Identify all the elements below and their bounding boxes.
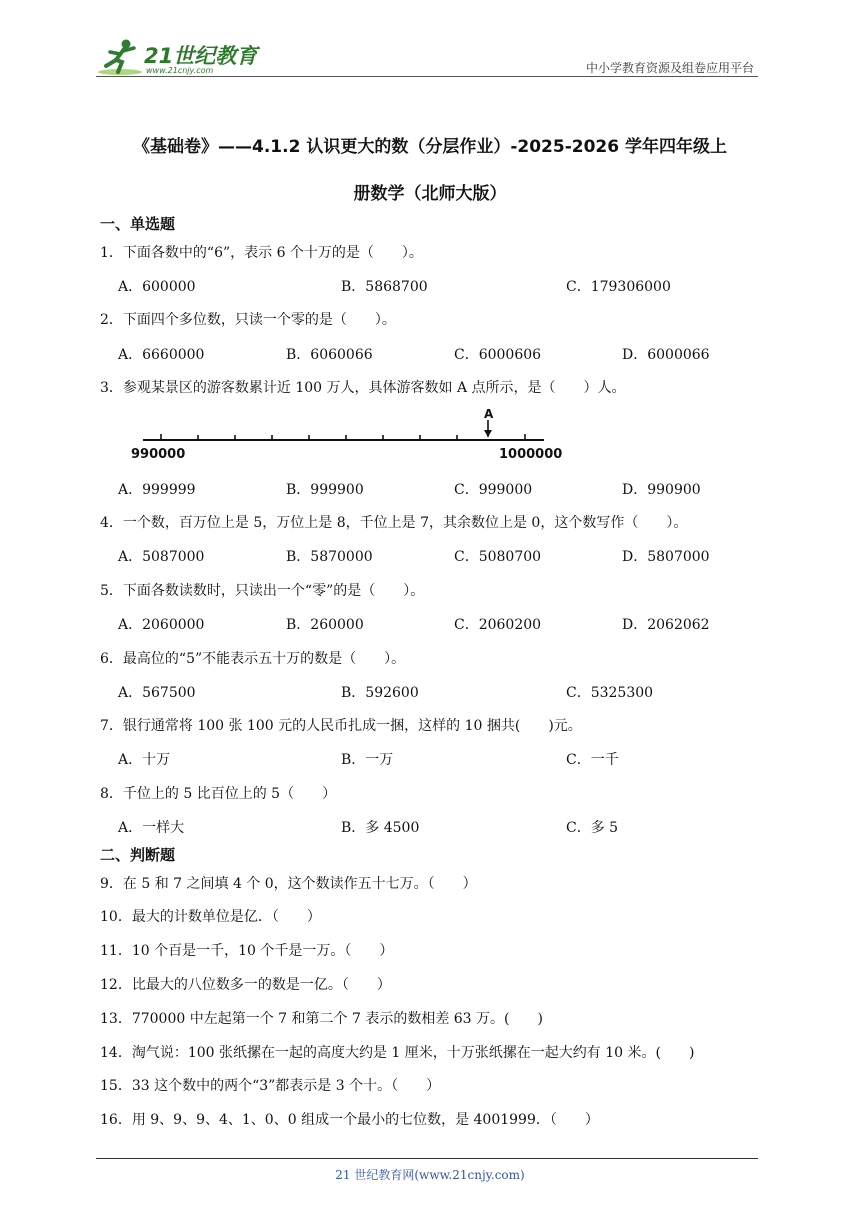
option-c[interactable]: C．5325300 [566,685,654,701]
judge-question: 15．33 这个数中的两个“3”都表示是 3 个十。（ ） [100,1078,441,1094]
option-d[interactable]: D．5807000 [622,549,710,565]
option-b[interactable]: B．5870000 [286,549,373,565]
question-text: 4．一个数，百万位上是 5，万位上是 8，千位上是 7，其余数位上是 0，这个数写作（ ）。 [100,515,688,531]
judge-question: 9．在 5 和 7 之间填 4 个 0，这个数读作五十七万。（ ） [100,876,477,892]
question-text: 3．参观某景区的游客数累计近 100 万人，具体游客数如 A 点所示，是（ ）人。 [100,380,626,396]
judge-question: 12．比最大的八位数多一的数是一亿。（ ） [100,977,391,993]
option-b[interactable]: B．999900 [286,482,364,498]
option-a[interactable]: A．2060000 [118,617,205,633]
left-endpoint-label: 990000 [131,447,186,462]
option-b[interactable]: B．多 4500 [341,820,420,836]
option-a[interactable]: A．6660000 [118,347,205,363]
option-c[interactable]: C．5080700 [454,549,542,565]
point-a-label: A [484,407,494,421]
judge-question: 11．10 个百是一千，10 个千是一万。（ ） [100,943,394,959]
section-heading: 二、判断题 [100,846,176,864]
question-text: 7．银行通常将 100 张 100 元的人民币扎成一捆，这样的 10 捆共( )元。 [100,718,582,734]
option-a[interactable]: A．一样大 [118,820,185,836]
option-b[interactable]: B．5868700 [341,279,428,295]
right-endpoint-label: 1000000 [499,447,563,462]
platform-name: 中小学教育资源及组卷应用平台 [585,61,754,75]
judge-question: 16．用 9、9、9、4、1、0、0 组成一个最小的七位数，是 4001999．（ ） [100,1112,599,1128]
question-text: 2．下面四个多位数，只读一个零的是（ ）。 [100,312,396,328]
page-footer[interactable]: 21 世纪教育网(www.21cnjy.com) [335,1168,525,1182]
option-c[interactable]: C．一千 [566,752,619,768]
option-b[interactable]: B．592600 [341,685,419,701]
option-a[interactable]: A．5087000 [118,549,205,565]
site-logo[interactable] [96,36,266,78]
question-text: 6．最高位的“5”不能表示五十万的数是（ ）。 [100,651,406,667]
footer-divider [96,1158,758,1159]
option-c[interactable]: C．多 5 [566,820,619,836]
logo-url: www.21cnjy.com [146,66,214,75]
option-a[interactable]: A．567500 [118,685,196,701]
option-d[interactable]: D．2062062 [622,617,710,633]
option-b[interactable]: B．一万 [341,752,394,768]
judge-question: 14．淘气说：100 张纸摞在一起的高度大约是 1 厘米，十万张纸摞在一起大约有 10 米。( ) [100,1045,695,1061]
runner-logo-icon [96,36,144,78]
option-c[interactable]: C．999000 [454,482,533,498]
logo-text: 21世纪教育 [144,44,258,68]
judge-question: 13．770000 中左起第一个 7 和第二个 7 表示的数相差 63 万。( ) [100,1011,543,1027]
question-text: 5．下面各数读数时，只读出一个“零”的是（ ）。 [100,583,425,599]
section-heading: 一、单选题 [100,215,176,233]
number-line-figure [128,404,568,464]
option-a[interactable]: A．999999 [118,482,196,498]
question-text: 1．下面各数中的“6”，表示 6 个十万的是（ ）。 [100,245,423,261]
page-header [96,34,758,80]
option-b[interactable]: B．260000 [286,617,364,633]
header-divider [96,76,758,77]
option-c[interactable]: C．2060200 [454,617,542,633]
option-a[interactable]: A．600000 [118,279,196,295]
judge-question: 10．最大的计数单位是亿．（ ） [100,909,321,925]
question-text: 8．千位上的 5 比百位上的 5（ ） [100,786,337,802]
page-title-line1: 《基础卷》——4.1.2 认识更大的数（分层作业）-2025-2026 学年四年级上 [133,137,727,157]
option-d[interactable]: D．990900 [622,482,701,498]
option-d[interactable]: D．6000066 [622,347,710,363]
option-c[interactable]: C．6000606 [454,347,542,363]
option-b[interactable]: B．6060066 [286,347,373,363]
option-a[interactable]: A．十万 [118,752,171,768]
option-c[interactable]: C．179306000 [566,279,671,295]
page-title-line2: 册数学（北师大版） [353,184,507,204]
